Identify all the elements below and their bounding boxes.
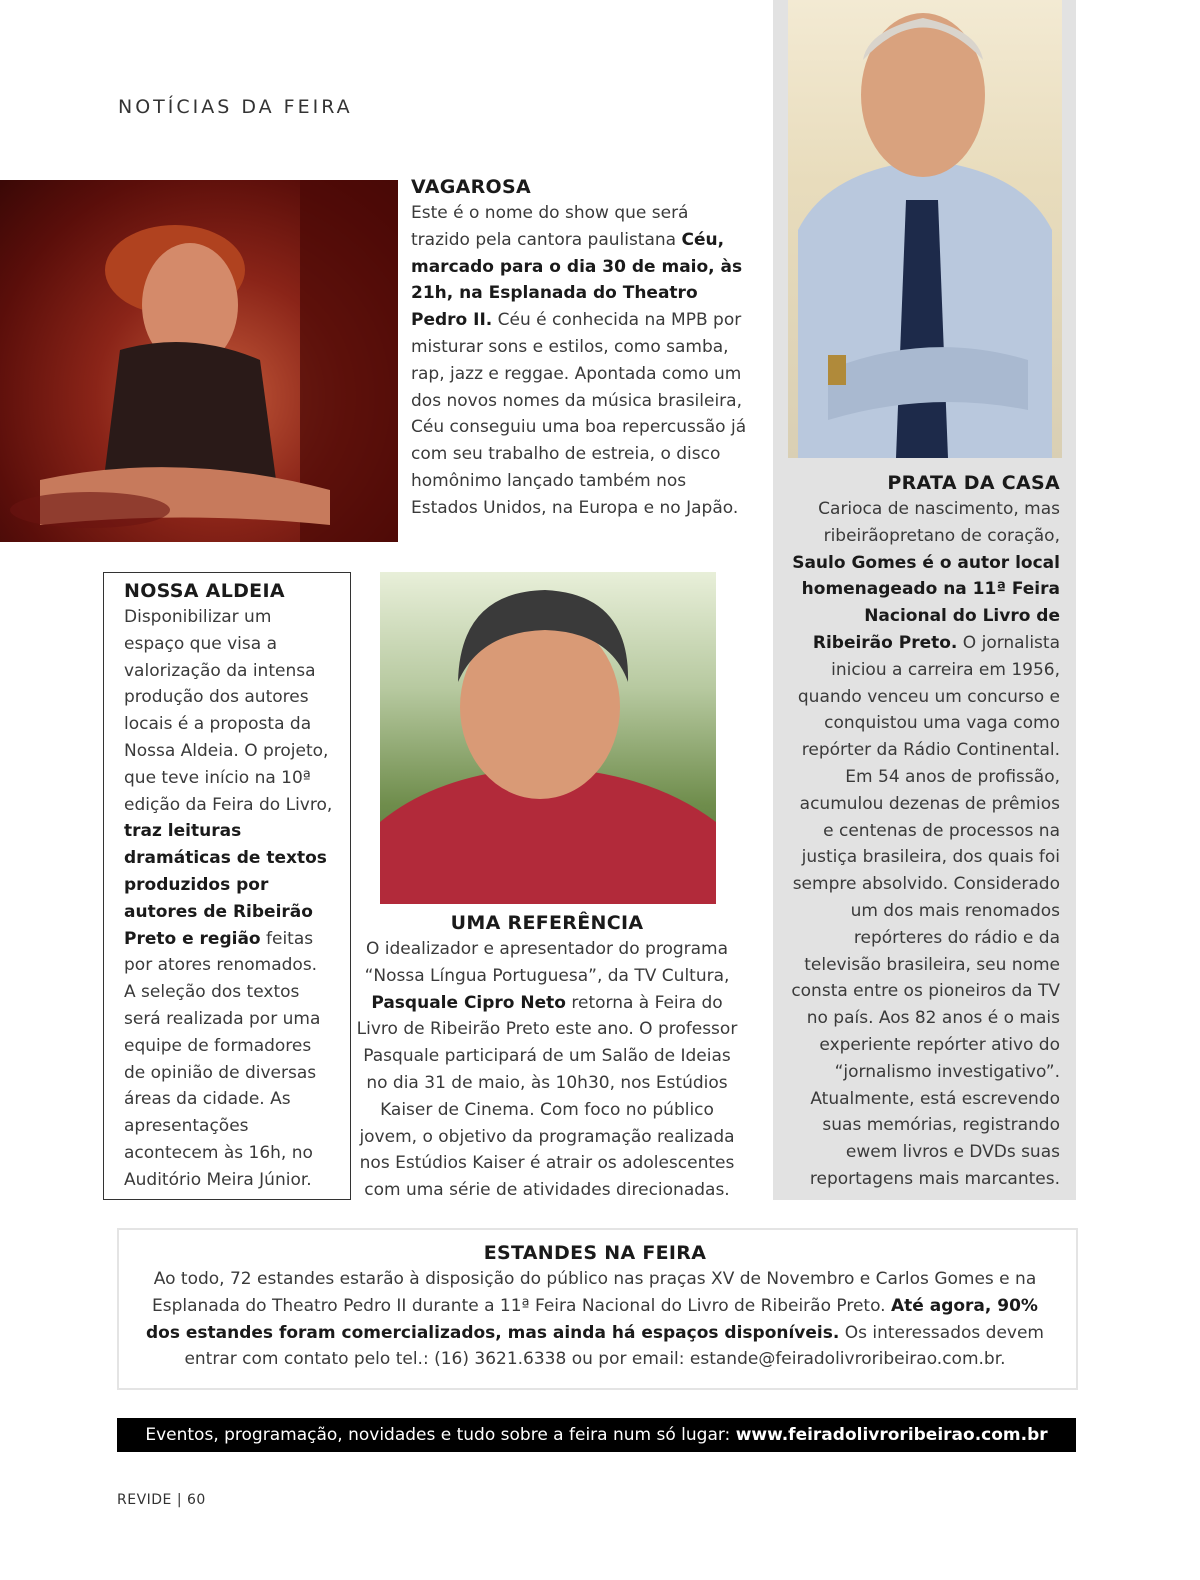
website-banner [117,1418,1076,1452]
banner-url-link[interactable]: www.feiradolivroribeirao.com.br [735,1425,1048,1445]
estandes-body [136,1266,1054,1373]
photo-saulo-gomes [788,0,1062,458]
prata-text-2: O jornalista iniciou a carreira em 1956, quando venceu um concurso e conquistou uma vaga como repórter da Rádio Continental. Em 54 anos de profissão, acumulou dezenas de prêmios e centenas de processos na justiça brasileira, dos quais foi sempre absolvido. Considerado um dos mais renomados repórteres do rádio e da televisão brasileira, seu nome consta entre os pioneiros da TV no país. Aos 82 anos é o mais experiente repórter ativo do “jornalismo investigativo”. Atualmente, está escrevendo suas memórias, registrando ewem livros e DVDs suas reportagens mais marcantes. [791,632,1060,1189]
aldeia-text-2: feitas por atores renomados. A seleção dos textos será realizada por uma equipe de formadores de opinião de diversas áreas da cidade. As apresentações acontecem às 16h, no Auditório Meira Júnior. [124,928,321,1190]
referencia-text-2: retorna à Feira do Livro de Ribeirão Preto este ano. O professor Pasquale participará de um Salão de Ideias no dia 31 de maio, às 10h30, nos Estúdios Kaiser de Cinema. Com foco no público jovem, o objetivo da programação realizada nos Estúdios Kaiser é atrair os adolescentes com uma série de atividades direcionadas. [356,992,738,1201]
prata-body [784,496,1060,1193]
referencia-article [353,912,741,1204]
vagarosa-article [411,176,747,522]
referencia-body [353,936,741,1204]
banner-text: Eventos, programação, novidades e tudo sobre a feira num só lugar: [145,1425,736,1445]
referencia-bold: Pasquale Cipro Neto [371,992,566,1013]
aldeia-article [124,580,334,1194]
prata-article [784,472,1060,1193]
vagarosa-bold: Céu, marcado para o dia 30 de maio, às 21h, na Esplanada do Theatro Pedro II. [411,229,743,331]
referencia-title: UMA REFERÊNCIA [450,912,644,934]
prata-bold: Saulo Gomes é o autor local homenageado na 11ª Feira Nacional do Livro de Ribeirão Preto. [792,552,1060,653]
aldeia-body [124,604,334,1194]
photo-ceu [0,180,398,542]
aldeia-title: NOSSA ALDEIA [124,580,285,602]
vagarosa-text-2: Céu é conhecida na MPB por misturar sons e estilos, como samba, rap, jazz e reggae. Apontada como um dos novos nomes da música brasileira, Céu conseguiu uma boa repercussão já com seu trabalho de estreia, o disco homônimo lançado também nos Estados Unidos, na Europa e no Japão. [411,310,747,518]
estandes-text-2: Os interessados devem entrar com contato pelo tel.: (16) 3621.6338 ou por email: estande@feiradolivroribeirao.com.br. [184,1322,1044,1370]
vagarosa-text-1: Este é o nome do show que será trazido pela cantora paulistana [411,203,689,250]
estandes-bold: Até agora, 90% dos estandes foram comercializados, mas ainda há espaços disponíveis. [146,1295,1038,1343]
page-footer: REVIDE | 60 [117,1492,206,1508]
prata-title: PRATA DA CASA [887,472,1060,494]
aldeia-text-1: Disponibilizar um espaço que visa a valorização da intensa produção dos autores locais é a proposta da Nossa Aldeia. O projeto, que teve início na 10ª edição da Feira do Livro, [124,607,333,815]
photo-pasquale [380,572,716,904]
prata-text-1: Carioca de nascimento, mas ribeirãopretano de coração, [818,499,1060,546]
vagarosa-body [411,200,747,522]
estandes-text-1: Ao todo, 72 estandes estarão à disposição do público nas praças XV de Novembro e Carlos Gomes e na Esplanada do Theatro Pedro II durante a 11ª Feira Nacional do Livro de Ribeirão Preto. [152,1269,1037,1316]
estandes-article [136,1242,1054,1373]
estandes-title: ESTANDES NA FEIRA [483,1242,707,1264]
vagarosa-title: VAGAROSA [411,176,531,198]
aldeia-bold: traz leituras dramáticas de textos produzidos por autores de Ribeirão Preto e região [124,821,327,949]
section-title: NOTÍCIAS DA FEIRA [118,96,353,118]
referencia-text-1: O idealizador e apresentador do programa “Nossa Língua Portuguesa”, da TV Cultura, [364,939,730,986]
